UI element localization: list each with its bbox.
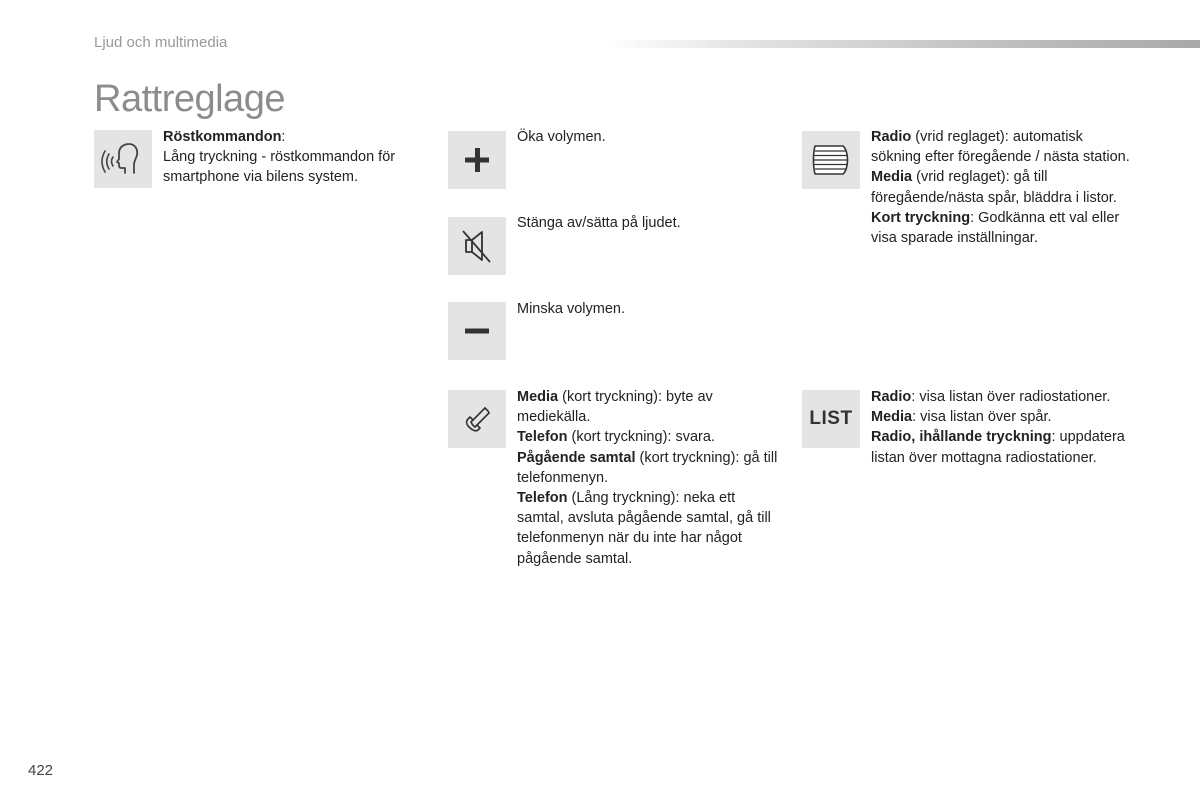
page-title: Rattreglage xyxy=(94,78,285,120)
section-label: Ljud och multimedia xyxy=(94,34,228,51)
volume-up-text xyxy=(517,127,779,147)
volume-down-text xyxy=(517,299,779,319)
phone-handset-icon xyxy=(459,401,495,437)
wheel-radio-heading: Radio xyxy=(871,129,912,145)
list-radio-heading: Radio xyxy=(871,389,912,405)
icon-box-wheel xyxy=(802,131,860,189)
volume-up-description: Öka volymen. xyxy=(517,129,606,145)
voice-command-text xyxy=(163,127,425,188)
wheel-short-press-description: : Godkänna ett val eller visa sparade inställningar. xyxy=(871,209,1120,247)
list-text xyxy=(871,387,1141,468)
minus-icon xyxy=(462,316,492,346)
icon-box-plus xyxy=(448,131,506,189)
volume-down-description: Minska volymen. xyxy=(517,301,625,317)
mute-text xyxy=(517,213,779,233)
phone-answer-heading: Telefon xyxy=(517,429,568,446)
thumbwheel-icon xyxy=(810,143,852,177)
icon-box-list xyxy=(802,390,860,448)
phone-ongoing-heading: Pågående samtal xyxy=(517,449,636,466)
icon-box-minus xyxy=(448,302,506,360)
list-radio-description: : visa listan över radiostationer. xyxy=(911,389,1111,405)
wheel-short-press-heading: Kort tryckning xyxy=(871,209,971,226)
icon-box-phone xyxy=(448,390,506,448)
phone-long-press-description: (Lång tryckning): neka ett samtal, avsluta pågående samtal, gå till telefonmenyn när du inte har något pågående samtal. xyxy=(517,490,771,567)
phone-text xyxy=(517,387,779,569)
page-number: 422 xyxy=(28,762,54,779)
phone-ongoing-description: (kort tryckning): gå till telefonmenyn. xyxy=(517,449,778,486)
wheel-radio-description: (vrid reglaget): automatisk sökning efter föregående / nästa station. xyxy=(871,129,1130,166)
list-radio-long-heading: Radio, ihållande tryckning xyxy=(871,429,1052,446)
wheel-media-description: (vrid reglaget): gå till föregående/nästa spår, bläddra i listor. xyxy=(871,169,1117,206)
wheel-text xyxy=(871,127,1133,248)
icon-box-mute xyxy=(448,217,506,275)
list-radio-long-description: : uppdatera listan över mottagna radiostationer. xyxy=(871,429,1125,466)
phone-media-description: (kort tryckning): byte av mediekälla. xyxy=(517,389,713,426)
list-icon: LIST xyxy=(809,408,853,429)
mute-speaker-icon xyxy=(460,226,494,266)
phone-answer-description: (kort tryckning): svara. xyxy=(567,429,715,446)
voice-command-heading: Röstkommandon xyxy=(163,129,282,145)
mute-description: Stänga av/sätta på ljudet. xyxy=(517,215,681,231)
list-media-description: : visa listan över spår. xyxy=(912,409,1052,426)
wheel-media-heading: Media xyxy=(871,169,913,186)
icon-box-voice xyxy=(94,130,152,188)
list-media-heading: Media xyxy=(871,409,913,426)
plus-icon xyxy=(462,145,492,175)
phone-long-press-heading: Telefon xyxy=(517,490,568,507)
voice-command-colon: : xyxy=(281,129,286,145)
phone-media-heading: Media xyxy=(517,389,559,405)
voice-command-description: Lång tryckning - röstkommandon för smartphone via bilens system. xyxy=(163,149,396,186)
header-bar xyxy=(605,40,1200,48)
voice-command-icon xyxy=(101,137,145,181)
